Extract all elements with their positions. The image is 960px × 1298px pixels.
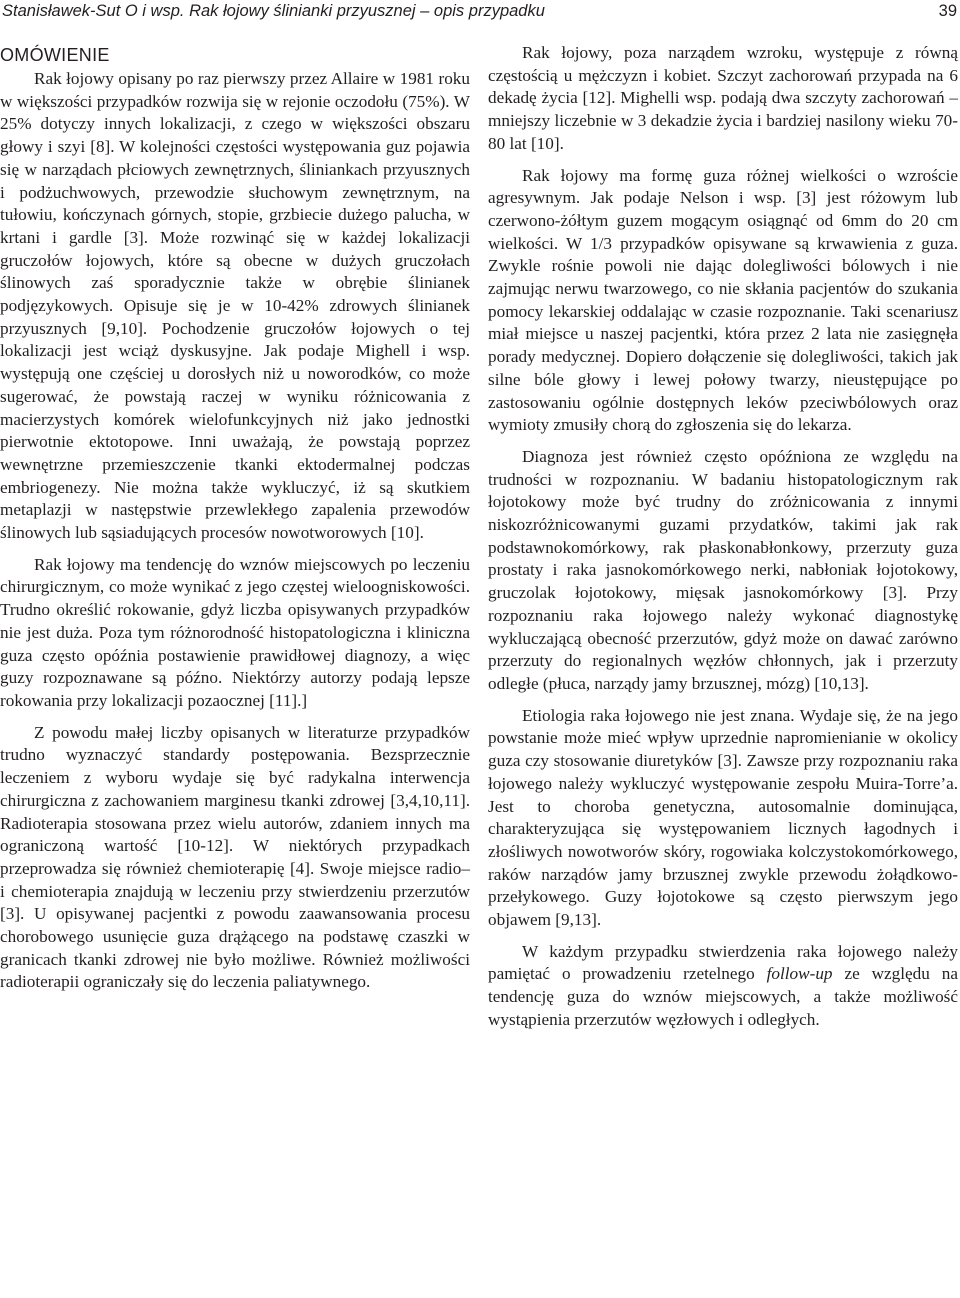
right-paragraph-5: W każdym przypadku stwierdzenia raka łojowego należy pamiętać o prowadzeniu rzetelnego follow-up ze względu na tendencję guza do wznów miejscowych, a także możliwość wystąpienia przerzutów węzłowych i odległych. <box>488 941 958 1029</box>
left-paragraph-3: Z powodu małej liczby opisanych w literaturze przypadków trudno wyznaczyć standardy postępowania. Bezsprzecznie leczeniem z wyboru wydaje się być radykalna interwencja chirurgiczna z zachowaniem marginesu tkanki zdrowej [3,4,10,11]. Radioterapia stosowana przez wielu autorów, zdaniem innych ma ograniczoną wartość [10-12]. W niektórych przypadkach przeprowadza się również chemioterapię [4]. Swoje miejsce radio– i chemioterapia znajdują w leczeniu przy stwierdzeniu przerzutów [3]. U opisywanej pacjentki z powodu zaawansowania procesu chorobowego usunięcie guza drążącego na podstawę czaszki w granicach tkanki zdrowej nie było możliwe. Również możliwości radioterapii ograniczały się do leczenia paliatywnego. <box>0 722 470 992</box>
left-paragraph-2: Rak łojowy ma tendencję do wznów miejscowych po leczeniu chirurgicznym, co może wynikać z jego częstej wieloogniskowości. Trudno określić rokowanie, gdyż liczba opisywanych przypadków nie jest duża. Poza tym różnorodność histopatologiczna i kliniczna guza często opóźnia postawienie prawidłowej diagnozy, a więc guzy rozpoznawane są późno. Niektórzy autorzy podają lepsze rokowania przy lokalizacji pozaocznej [11].] <box>0 554 470 710</box>
left-column <box>0 44 470 994</box>
right-paragraph-2: Rak łojowy ma formę guza różnej wielkości o wzroście agresywnym. Jak podaje Nelson i wsp. [3] jest różowym lub czerwono-żółtym guzem mogącym osiągnąć od 6mm do 20 cm wielkości. W 1/3 przypadków opisywane są krwawienia z guza. Zwykle rośnie powoli nie dając dolegliwości bólowych i nie zajmując nerwu twarzowego, co nie skłania pacjentów do szukania pomocy lekarskiej oddalając w czasie rozpoznanie. Taki scenariusz miał miejsce u naszej pacjentki, która przez 2 lata nie zasięgnęła porady medycznej. Dopiero dołączenie się dolegliwości, takich jak silne bóle głowy i lewej połowy twarzy, nieustępujące po zastosowaniu ogólnie dostępnych leków pzeciwbólowych oraz wymioty zmusiły chorą do zgłoszenia się do lekarza. <box>488 165 958 435</box>
right-paragraph-1: Rak łojowy, poza narządem wzroku, występuje z równą częstością u mężczyzn i kobiet. Szczyt zachorowań przypada na 6 dekadę życia [12]. Mighelli wsp. podają dwa szczyty zachorowań – mniejszy liczebnie w 3 dekadzie życia i bardziej nasilony wieku 70-80 lat [10]. <box>488 43 958 153</box>
left-paragraph-1: Rak łojowy opisany po raz pierwszy przez Allaire w 1981 roku w większości przypadków rozwija się w rejonie oczodołu (75%). W 25% dotyczy innych lokalizacji, z czego w większości obszaru głowy i szyi [8]. W kolejności częstości występowania guz pojawia się w narządach płciowych zewnętrznych, śliniankach przyusznych i podżuchwowych, przewodzie słuchowym zewnętrznym, na tułowiu, kończynach górnych, stopie, grzbiecie dużego palucha, w krtani i gardle [3]. Może rozwinąć się w każdej lokalizacji gruczołów łojowych, które są obecne w dużych gruczołach ślinowych zaś sporadycznie także w obrębie ślinianek podjęzykowych. Opisuje się je w 10-42% zdrowych ślinianek przyusznych [9,10]. Pochodzenie gruczołów łojowych o tej lokalizacji jest wciąż dyskusyjne. Jak podaje Mighell i wsp. występują one częściej u dorosłych niż u noworodków, co może sugerować, że powstają raczej w wyniku różnicowania z macierzystych komórek wielofunkcyjnych niż jako jednostki pierwotnie ektotopowe. Inni uważają, że powstają poprzez wewnętrzne przemieszczenie tkanki ektodermalnej podczas embriogenezy. Nie można także wykluczyć, iż są skutkiem metaplazji w następstwie przewlekłego zapalenia przewodów ślinowych lub sąsiadujących procesów nowotworowych [10]. <box>0 69 470 543</box>
right-column <box>488 42 958 1032</box>
right-paragraph-4: Etiologia raka łojowego nie jest znana. Wydaje się, że na jego powstanie może mieć wpływ uprzednie napromienianie w okolicy guza czy stosowanie diuretyków [3]. Zawsze przy rozpoznaniu raka łojowego należy wykluczyć występowanie zespołu Muira-Torre’a. Jest to choroba genetyczna, autosomalnie dominująca, charakteryzująca się występowaniem licznych łagodnych i złośliwych nowotworów skóry, rogowiaka kolczystokomórkowego, raków narządów jamy brzusznej zwykle przewodu żołądkowo-przełykowego. Guzy łojotokowe są często pierwszym jego objawem [9,13]. <box>488 705 958 930</box>
section-heading: OMÓWIENIE <box>0 45 110 65</box>
running-header <box>0 0 960 24</box>
italic-term: follow-up <box>766 964 833 984</box>
right-paragraph-3: Diagnoza jest również często opóźniona ze względu na trudności w rozpoznaniu. W badaniu histopatologicznym rak łojotokowy może być trudny do zróżnicowania z innymi niskozróżnicowanymi guzami przydatków, takimi jak rak podstawnokomórkowy, rak płaskonabłonkowy, przerzuty guza prostaty i raka jasnokomórkowego nerki, nabłoniak łojotokowy, gruczolak łojotokowy, mięsak jasnokomórkowy [3]. Przy rozpoznaniu raka łojowego należy wykonać diagnostykę wykluczającą obecność przerzutów, gdyż może on dawać zarówno przerzuty do regionalnych węzłów chłonnych, jak i przerzuty odległe (płuca, narządy jamy brzusznej, mózg) [10,13]. <box>488 446 958 693</box>
page-number: 39 <box>938 2 957 20</box>
running-title: Stanisławek-Sut O i wsp. Rak łojowy ślinianki przyusznej – opis przypadku <box>2 2 545 20</box>
